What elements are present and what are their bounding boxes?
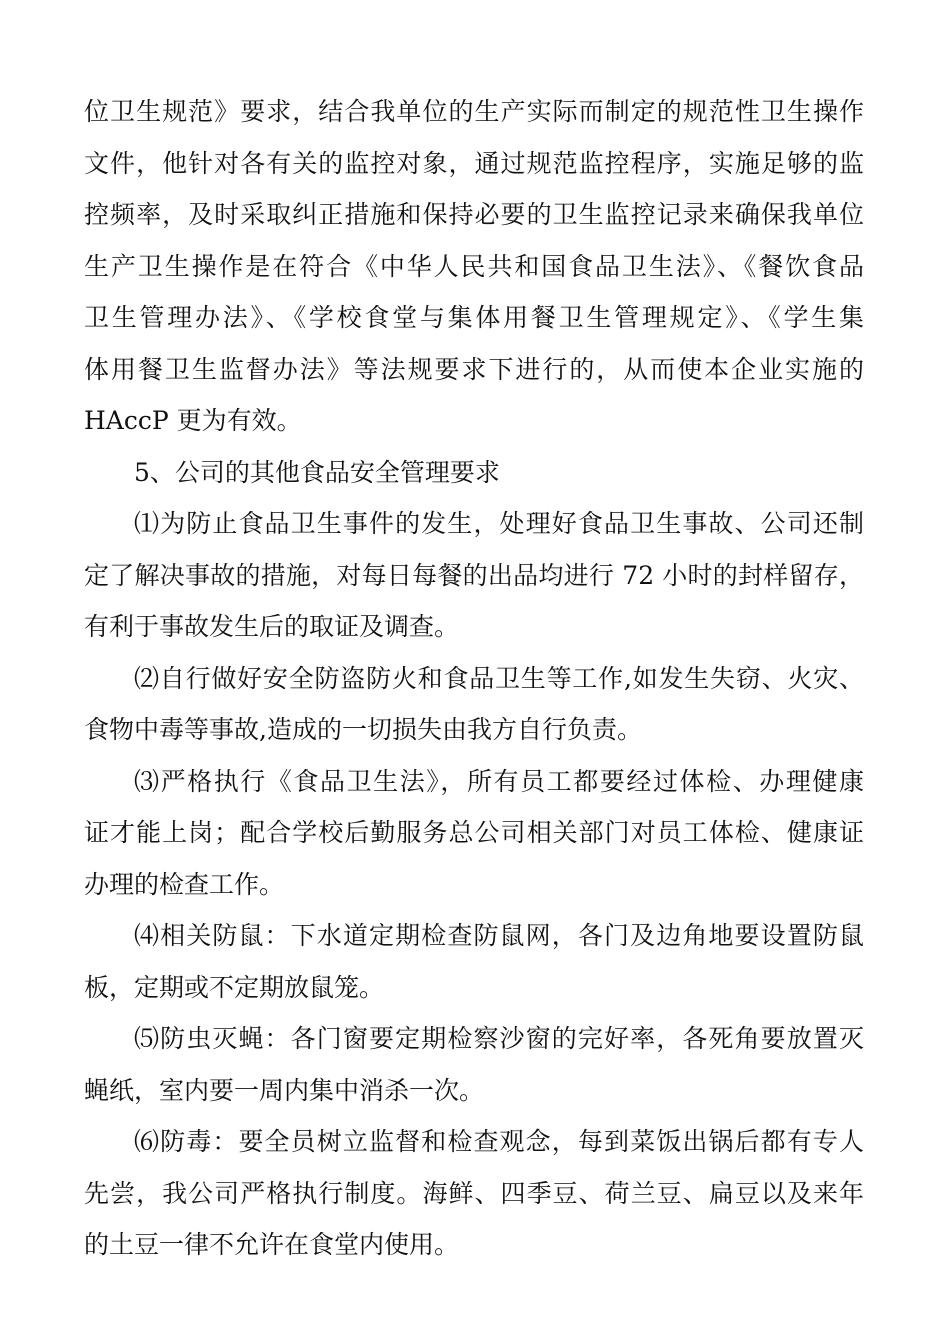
section-heading (84, 447, 864, 499)
text-line: 的土豆一律不允许在食堂内使用。 (84, 1230, 460, 1259)
text-line: ⑶严格执行《食品卫生法》，所有员工都要经过体检、办理健康 (134, 766, 864, 796)
text-line: 生产卫生操作是在符合《中华人民共和国食品卫生法》、《餐饮食品 (84, 251, 864, 281)
text-line: 控频率，及时采取纠正措施和保持必要的卫生监控记录来确保我单位 (84, 200, 864, 229)
heading-text: 5、公司的其他食品安全管理要求 (134, 457, 500, 487)
text-line: 文件，他针对各有关的监控对象，通过规范监控程序，实施足够的监 (84, 148, 864, 178)
text-line: ⑹防毒：要全员树立监督和检查观念，每到菜饭出锅后都有专人 (134, 1127, 864, 1156)
text-line: 体用餐卫生监督办法》等法规要求下进行的，从而使本企业实施的 (84, 354, 864, 384)
paragraph-item-1 (84, 498, 864, 653)
text-line: ⑵自行做好安全防盗防火和食品卫生等工作,如发生失窃、火灾、 (134, 663, 864, 693)
text-line: 位卫生规范》要求，结合我单位的生产实际而制定的规范性卫生操作 (84, 97, 864, 126)
text-line: 定了解决事故的措施，对每日每餐的出品均进行 72 小时的封样留存， (84, 560, 864, 590)
text-line: HAccP 更为有效。 (84, 406, 302, 435)
document-body (84, 86, 864, 1271)
paragraph-item-2 (84, 653, 864, 756)
text-line: 卫生管理办法》、《学校食堂与集体用餐卫生管理规定》、《学生集 (84, 303, 864, 332)
text-line: ⑴为防止食品卫生事件的发生，处理好食品卫生事故、公司还制 (134, 509, 864, 538)
text-line: 板，定期或不定期放鼠笼。 (84, 972, 385, 1002)
text-line: 有利于事故发生后的取证及调查。 (84, 612, 460, 641)
text-line: 证才能上岗；配合学校后勤服务总公司相关部门对员工体检、健康证 (84, 818, 864, 847)
paragraph-item-5 (84, 1013, 864, 1116)
text-line: 办理的检查工作。 (84, 869, 285, 899)
text-line: 蝇纸，室内要一周内集中消杀一次。 (84, 1075, 485, 1105)
text-line: ⑷相关防鼠：下水道定期检查防鼠网，各门及边角地要设置防鼠 (134, 921, 864, 950)
paragraph-item-4 (84, 910, 864, 1013)
text-line: ⑸防虫灭蝇：各门窗要定期检察沙窗的完好率，各死角要放置灭 (134, 1024, 864, 1053)
paragraph-intro (84, 86, 864, 447)
paragraph-item-3 (84, 756, 864, 911)
paragraph-item-6 (84, 1116, 864, 1271)
text-line: 先尝，我公司严格执行制度。海鲜、四季豆、荷兰豆、扁豆以及来年 (84, 1178, 864, 1208)
text-line: 食物中毒等事故,造成的一切损失由我方自行负责。 (84, 715, 642, 744)
